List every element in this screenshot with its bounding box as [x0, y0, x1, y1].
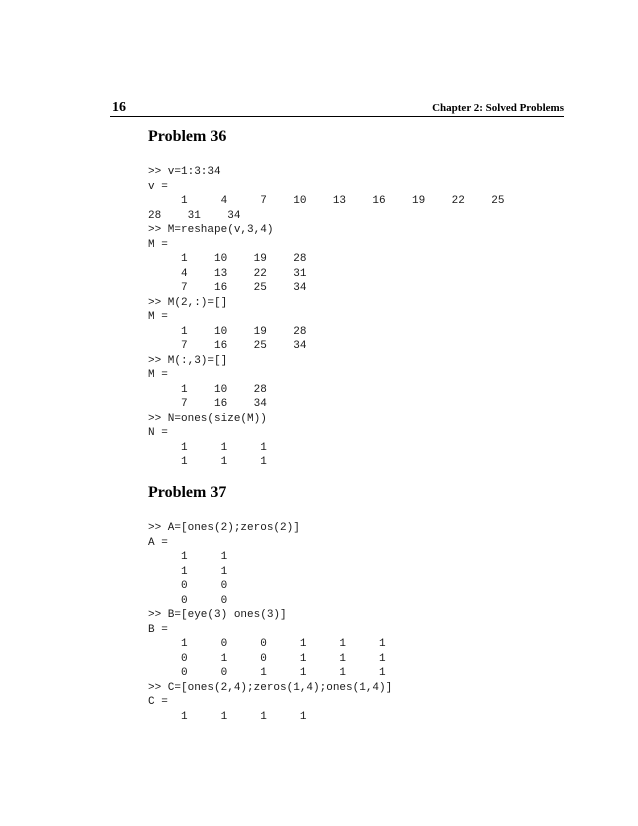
page-number: 16 — [112, 100, 126, 115]
problem-37-heading: Problem 37 — [148, 484, 227, 501]
chapter-title: Chapter 2: Solved Problems — [432, 102, 564, 114]
page-header — [110, 100, 564, 117]
problem-36-heading: Problem 36 — [148, 128, 227, 145]
problem-37-code: >> A=[ones(2);zeros(2)] A = 1 1 1 1 0 0 0 0 >> B=[eye(3) ones(3)] B = 1 0 0 1 1 1 0 1 0 1 1 1 0 0 1 1 1 1 >> C=[ones(2,4);zeros(1,4);ones(1,4)] C = 1 1 1 1 — [148, 522, 393, 723]
problem-36-code: >> v=1:3:34 v = 1 4 7 10 13 16 19 22 25 28 31 34 >> M=reshape(v,3,4) M = 1 10 19 28 4 13 22 31 7 16 25 34 >> M(2,:)=[] M = 1 10 19 28 7 16 25 34 >> M(:,3)=[] M = 1 10 28 7 16 34 >> N=ones(size(M)) N = 1 1 1 1 1 1 — [148, 166, 505, 468]
